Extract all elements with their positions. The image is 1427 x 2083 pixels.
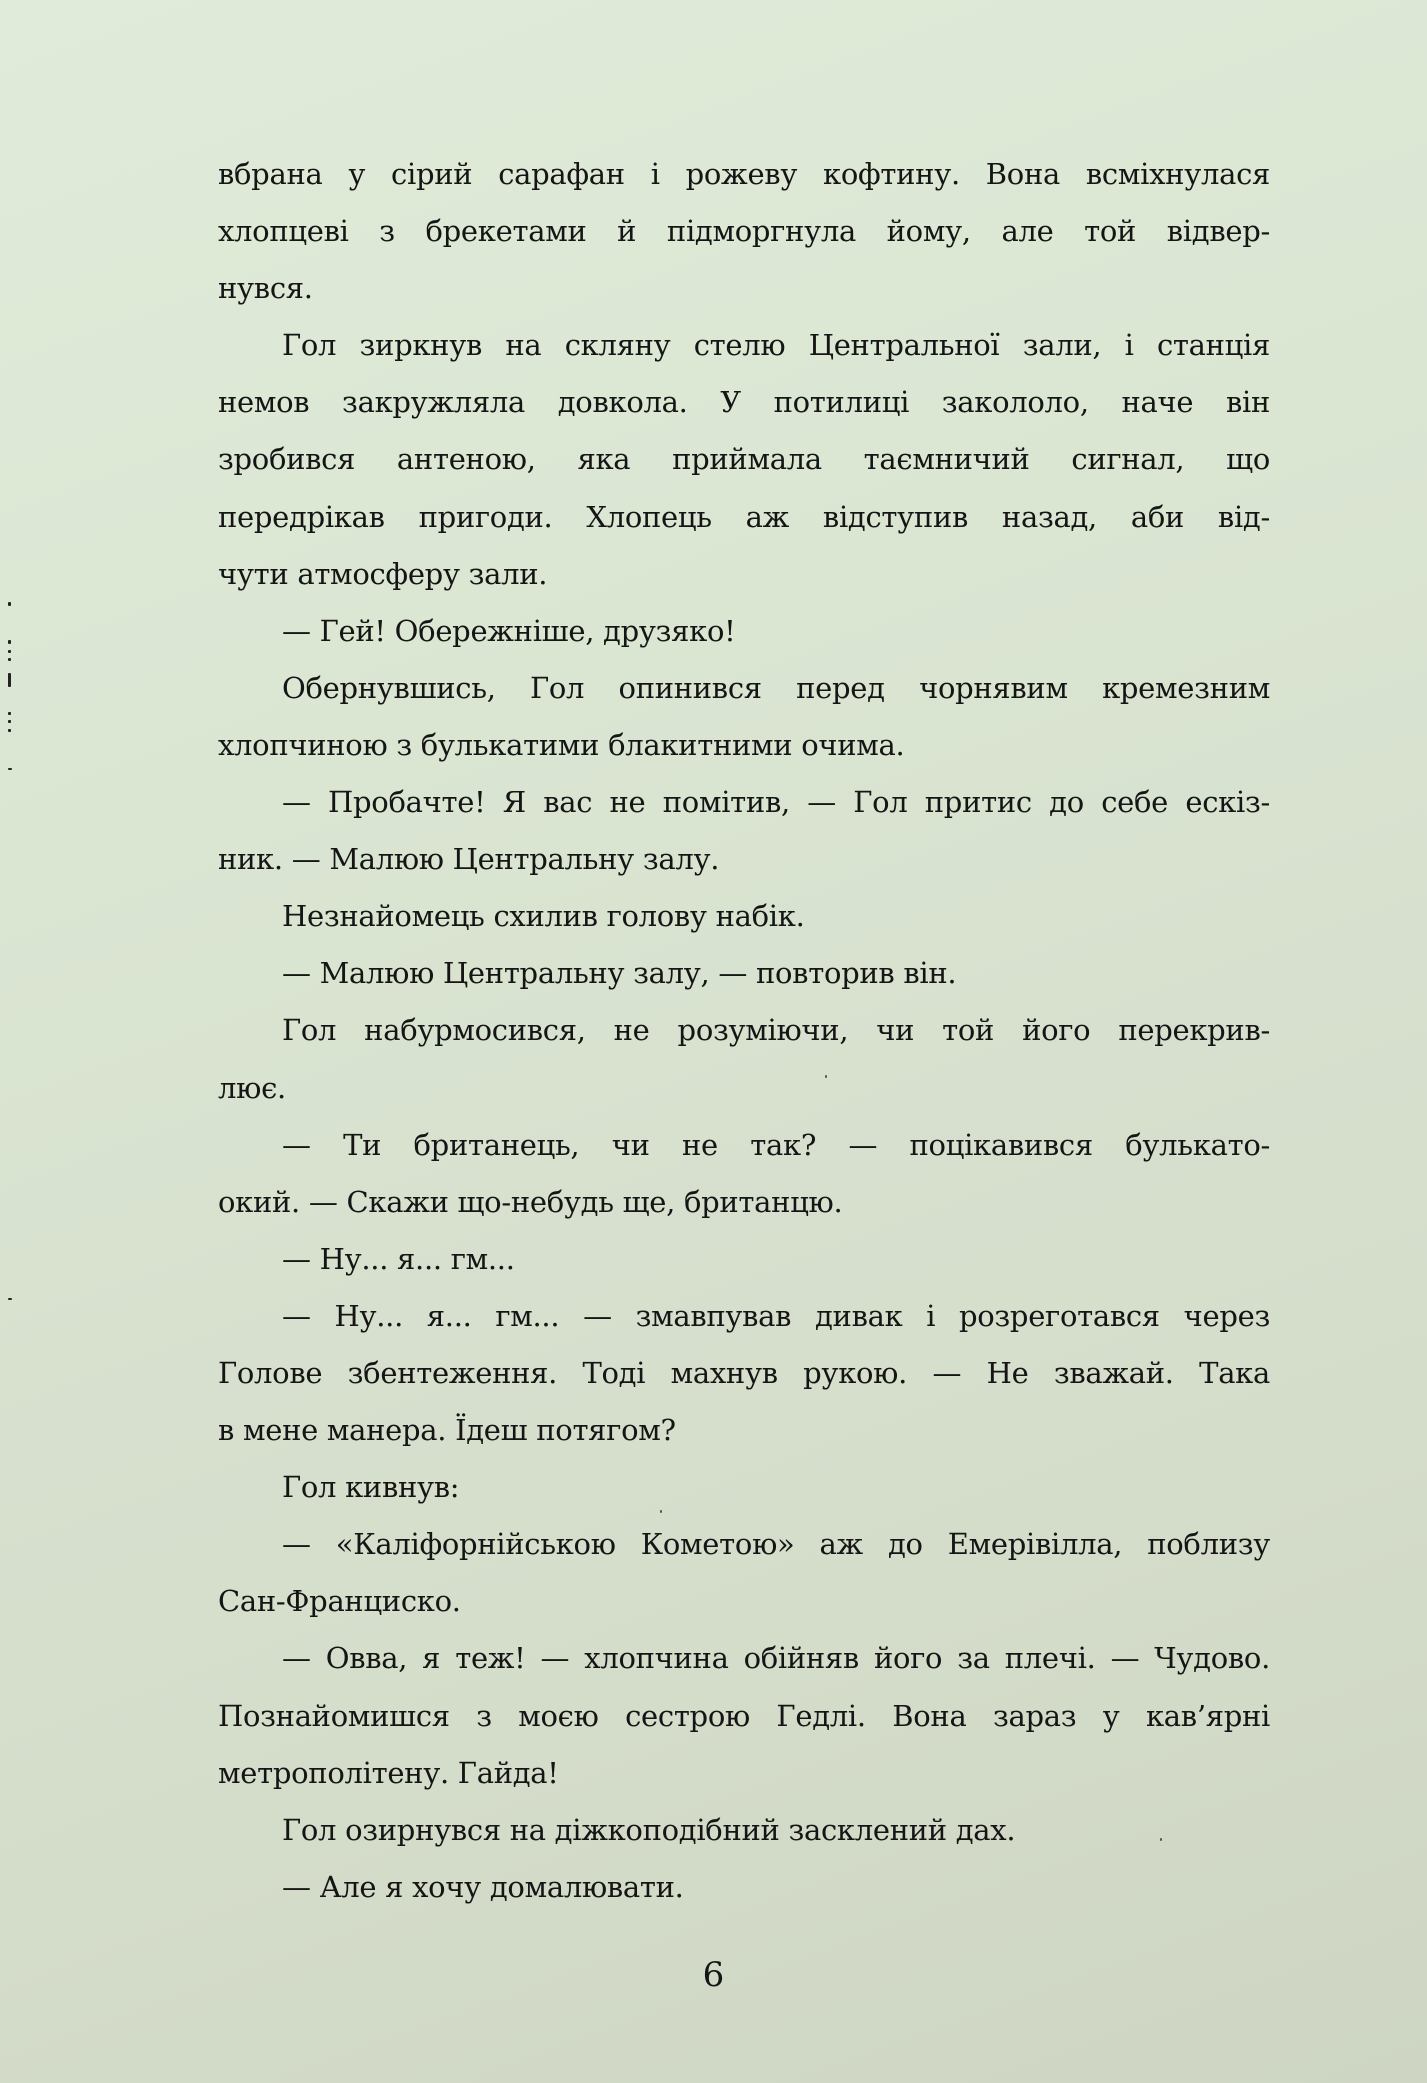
- text-line: Сан-Франциско.: [218, 1584, 461, 1619]
- text-line: Незнайомець схилив голову набік.: [282, 899, 805, 934]
- text-line: вбрана у сірий сарафан і рожеву кофтину. Вона всміхнулася: [218, 157, 1270, 191]
- page-number: 6: [702, 1955, 725, 1995]
- page-edge-marks: [8, 590, 14, 1340]
- text-line: Голове збентеження. Тоді махнув рукою. — Не зважай. Така: [218, 1355, 1270, 1390]
- text-line: нувся.: [218, 271, 313, 306]
- edge-mark: [8, 768, 12, 770]
- text-line: — Ну... я... гм... — змавпував дивак і розреготався через: [282, 1298, 1270, 1333]
- text-line: Гол набурмосився, не розуміючи, чи той його перекрив-: [282, 1013, 1270, 1048]
- edge-mark: [8, 650, 11, 653]
- text-line: — Овва, я теж! — хлопчина обійняв його за плечі. — Чудово.: [282, 1641, 1270, 1676]
- edge-mark: [8, 720, 11, 723]
- edge-mark: [8, 1298, 12, 1300]
- text-line: в мене манера. Їдеш потягом?: [218, 1413, 676, 1448]
- text-line: ник. — Малюю Центральну залу.: [218, 842, 720, 877]
- body-text: [218, 146, 1270, 1916]
- edge-mark: [8, 640, 11, 644]
- text-line: чути атмосферу зали.: [218, 556, 548, 591]
- text-line: Гол кивнув:: [282, 1470, 460, 1505]
- text-line: хлопчиною з булькатими блакитними очима.: [218, 727, 905, 762]
- text-line: лює.: [218, 1070, 286, 1105]
- text-line: метрополітену. Гайда!: [218, 1755, 559, 1790]
- edge-mark: [8, 729, 11, 732]
- text-line: Обернувшись, Гол опинився перед чорнявим кремезним: [282, 670, 1270, 705]
- text-line: зробився антеною, яка приймала таємничий сигнал, що: [218, 442, 1270, 477]
- text-line: — Але я хочу домалювати.: [282, 1869, 684, 1904]
- text-line: Познайомишся з моєю сестрою Гедлі. Вона зараз у кав’ярні: [218, 1698, 1270, 1733]
- text-line: передрікав пригоди. Хлопець аж відступив назад, аби від-: [218, 499, 1270, 534]
- text-line: — Пробачте! Я вас не помітив, — Гол притис до себе ескіз-: [282, 785, 1270, 820]
- text-line: окий. — Скажи що-небудь ще, британцю.: [218, 1184, 843, 1219]
- text-line: Гол зиркнув на скляну стелю Центральної зали, і станція: [282, 328, 1270, 363]
- text-line: немов закружляла довкола. У потилиці закололо, наче він: [218, 385, 1270, 420]
- edge-mark: [8, 673, 11, 687]
- text-line: — Ти британець, чи не так? — поцікавився булькато-: [282, 1127, 1270, 1162]
- text-line: — «Каліфорнійською Кометою» аж до Емерівілла, поблизу: [282, 1527, 1270, 1562]
- text-line: — Малюю Центральну залу, — повторив він.: [282, 956, 957, 991]
- text-line: Гол озирнувся на діжкоподібний засклений дах.: [282, 1812, 1016, 1847]
- text-line: хлопцеві з брекетами й підморгнула йому, але той відвер-: [218, 214, 1270, 249]
- edge-mark: [8, 712, 11, 715]
- edge-mark: [8, 658, 11, 661]
- edge-mark: [8, 602, 11, 606]
- text-line: — Ну... я... гм...: [282, 1241, 515, 1276]
- text-line: — Гей! Обережніше, друзяко!: [282, 613, 736, 648]
